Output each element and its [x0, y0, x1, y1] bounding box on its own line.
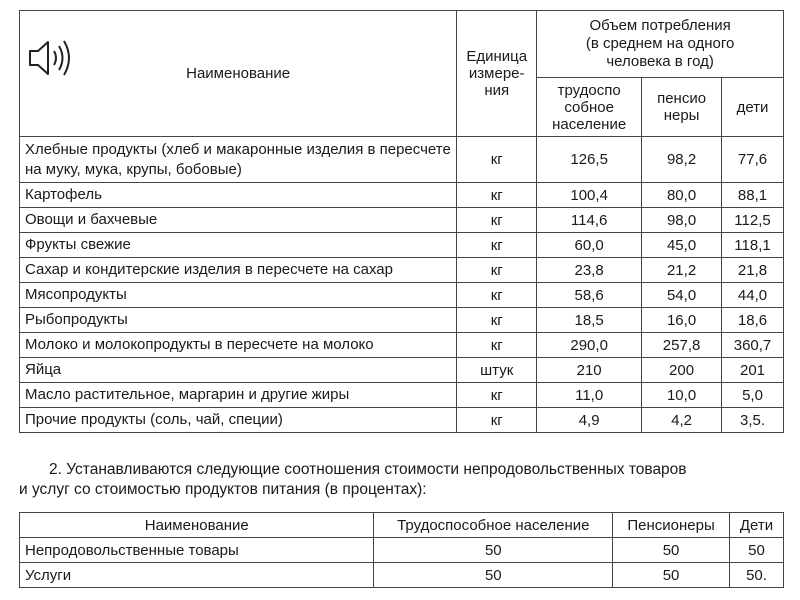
- row-unit: кг: [457, 308, 537, 333]
- ratio-row-name: Услуги: [20, 563, 374, 588]
- row-children: 77,6: [722, 137, 784, 183]
- row-pensioners: 200: [642, 358, 722, 383]
- row-name: Фрукты свежие: [20, 233, 457, 258]
- ratio-header-pensioners: Пенсионеры: [613, 513, 730, 538]
- row-working: 114,6: [537, 208, 642, 233]
- ratio-row-pensioners: 50: [613, 563, 730, 588]
- table-row: [20, 563, 784, 588]
- row-children: 88,1: [722, 183, 784, 208]
- header-consumption-group: Объем потребления (в среднем на одного человека в год): [537, 11, 784, 78]
- row-name: Яйца: [20, 358, 457, 383]
- table-row: [20, 408, 784, 433]
- header-unit: Единица измере- ния: [457, 11, 537, 137]
- header-children: дети: [722, 78, 784, 137]
- row-unit: кг: [457, 258, 537, 283]
- row-pensioners: 4,2: [642, 408, 722, 433]
- ratio-row-name: Непродовольственные товары: [20, 538, 374, 563]
- row-working: 23,8: [537, 258, 642, 283]
- row-working: 100,4: [537, 183, 642, 208]
- speaker-icon[interactable]: [26, 36, 76, 80]
- ratio-header-children: Дети: [730, 513, 784, 538]
- ratio-row-children: 50.: [730, 563, 784, 588]
- row-unit: штук: [457, 358, 537, 383]
- row-pensioners: 80,0: [642, 183, 722, 208]
- ratio-table: [19, 512, 784, 588]
- row-pensioners: 16,0: [642, 308, 722, 333]
- table-row: [20, 538, 784, 563]
- row-name: Масло растительное, маргарин и другие жиры: [20, 383, 457, 408]
- ratio-row-working: 50: [374, 563, 613, 588]
- ratio-row-pensioners: 50: [613, 538, 730, 563]
- table-row: [20, 183, 784, 208]
- row-pensioners: 98,2: [642, 137, 722, 183]
- row-name: Рыбопродукты: [20, 308, 457, 333]
- table-row: [20, 383, 784, 408]
- row-working: 210: [537, 358, 642, 383]
- ratio-paragraph: 2. Устанавливаются следующие соотношения стоимости непродовольственных товаров и услуг со стоимостью продуктов питания (в процентах):: [19, 461, 687, 498]
- row-pensioners: 10,0: [642, 383, 722, 408]
- row-unit: кг: [457, 283, 537, 308]
- row-pensioners: 54,0: [642, 283, 722, 308]
- row-unit: кг: [457, 183, 537, 208]
- ratio-row-working: 50: [374, 538, 613, 563]
- table-row: [20, 308, 784, 333]
- row-working: 58,6: [537, 283, 642, 308]
- row-pensioners: 45,0: [642, 233, 722, 258]
- row-children: 21,8: [722, 258, 784, 283]
- ratio-header-name: Наименование: [20, 513, 374, 538]
- row-unit: кг: [457, 383, 537, 408]
- table-row: [20, 233, 784, 258]
- table-row: [20, 283, 784, 308]
- row-children: 3,5.: [722, 408, 784, 433]
- row-working: 11,0: [537, 383, 642, 408]
- row-name: Хлебные продукты (хлеб и макаронные изделия в пересчете на муку, мука, крупы, бобовые): [20, 137, 457, 183]
- row-working: 4,9: [537, 408, 642, 433]
- row-name: Прочие продукты (соль, чай, специи): [20, 408, 457, 433]
- row-name: Молоко и молокопродукты в пересчете на молоко: [20, 333, 457, 358]
- table-row: [20, 258, 784, 283]
- row-pensioners: 98,0: [642, 208, 722, 233]
- header-pensioners: пенсио неры: [642, 78, 722, 137]
- row-unit: кг: [457, 137, 537, 183]
- row-name: Мясопродукты: [20, 283, 457, 308]
- row-children: 18,6: [722, 308, 784, 333]
- row-working: 18,5: [537, 308, 642, 333]
- row-unit: кг: [457, 333, 537, 358]
- ratio-row-children: 50: [730, 538, 784, 563]
- row-unit: кг: [457, 233, 537, 258]
- row-unit: кг: [457, 208, 537, 233]
- row-pensioners: 257,8: [642, 333, 722, 358]
- row-working: 60,0: [537, 233, 642, 258]
- table-row: [20, 358, 784, 383]
- row-unit: кг: [457, 408, 537, 433]
- row-name: Овощи и бахчевые: [20, 208, 457, 233]
- table-row: [20, 333, 784, 358]
- row-working: 126,5: [537, 137, 642, 183]
- row-pensioners: 21,2: [642, 258, 722, 283]
- row-name: Сахар и кондитерские изделия в пересчете на сахар: [20, 258, 457, 283]
- row-children: 44,0: [722, 283, 784, 308]
- table-row: [20, 208, 784, 233]
- row-working: 290,0: [537, 333, 642, 358]
- row-children: 201: [722, 358, 784, 383]
- header-working: трудоспо собное население: [537, 78, 642, 137]
- row-name: Картофель: [20, 183, 457, 208]
- row-children: 360,7: [722, 333, 784, 358]
- table-row: [20, 137, 784, 183]
- row-children: 112,5: [722, 208, 784, 233]
- consumption-table: [19, 10, 784, 433]
- header-name: Наименование: [20, 11, 457, 137]
- row-children: 5,0: [722, 383, 784, 408]
- row-children: 118,1: [722, 233, 784, 258]
- ratio-header-working: Трудоспособное население: [374, 513, 613, 538]
